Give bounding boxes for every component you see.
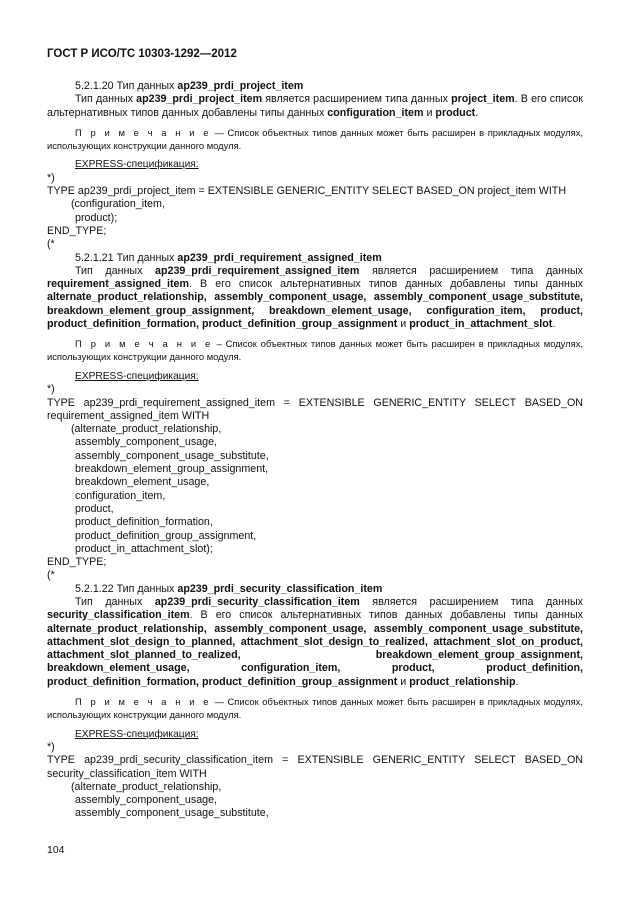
section-heading: 5.2.1.22 Тип данных ap239_prdi_security_classification_item	[75, 582, 383, 595]
code-line: assembly_component_usage,	[75, 794, 217, 807]
code-line: assembly_component_usage_substitute,	[75, 449, 269, 462]
code-line: (configuration_item,	[71, 198, 165, 211]
page-header: ГОСТ Р ИСО/ТС 10303-1292—2012	[47, 48, 237, 60]
note: П р и м е ч а н и е — Список объектных типов данных может быть расширен в прикладных модулях, использующих конструкции данного модуля.	[47, 696, 583, 720]
code-line: breakdown_element_group_assignment,	[75, 463, 269, 476]
code-line: assembly_component_usage,	[75, 436, 217, 449]
code-line: (*	[47, 238, 55, 251]
note: П р и м е ч а н и е — Список объектных типов данных может быть расширен в прикладных модулях, использующих конструкции данного модуля.	[47, 126, 583, 151]
page-content	[47, 80, 583, 821]
code-line: breakdown_element_usage,	[75, 476, 210, 489]
section-heading: 5.2.1.20 Тип данных ap239_prdi_project_item	[75, 80, 304, 92]
page-number: 104	[47, 844, 65, 856]
code-line: assembly_component_usage_substitute,	[75, 807, 269, 820]
express-spec-label: EXPRESS-спецификация:	[75, 370, 199, 382]
section-paragraph: Тип данных ap239_prdi_requirement_assigned_item является расширением типа данных requirement_assigned_item. В его список альтернативных типов данных добавлены типы данных alternate_product_relationship, assembly_component_usage, assembly_component_usage_substitute, breakdown_element_group_assignment, breakdown_element_usage, configuration_item, product, product_definition_formation, product_definition_group_assignment и product_in_attachment_slot.	[47, 264, 583, 331]
code-line: END_TYPE;	[47, 224, 107, 237]
code-line: product_in_attachment_slot);	[75, 542, 213, 555]
code-line: product_definition_group_assignment,	[75, 529, 257, 542]
section-paragraph: Тип данных ap239_prdi_project_item является расширением типа данных project_item. В его список альтернативных типов данных добавлены типы данных configuration_item и product.	[47, 93, 583, 119]
code-line: *)	[47, 740, 55, 753]
code-line: TYPE ap239_prdi_project_item = EXTENSIBLE GENERIC_ENTITY SELECT BASED_ON project_item WITH	[47, 185, 567, 198]
section-paragraph: Тип данных ap239_prdi_security_classification_item является расширением типа данных security_classification_item. В его список альтернативных типов данных добавлены типы данных alternate_product_relationship, assembly_component_usage, assembly_component_usage_substitute, attachment_slot_design_to_planned, attachment_slot_design_to_realized, attachment_slot_on_product, attachment_slot_planned_to_realized, breakdown_element_group_assignment, breakdown_element_usage, configuration_item, product, product_definition, product_definition_formation, product_definition_group_assignment и product_relationship.	[47, 595, 583, 688]
express-spec-label: EXPRESS-спецификация:	[75, 728, 199, 740]
section-heading: 5.2.1.21 Тип данных ap239_prdi_requirement_assigned_item	[75, 251, 382, 264]
code-line: product,	[75, 502, 114, 515]
code-line: product);	[75, 211, 118, 224]
code-line: (*	[47, 569, 55, 582]
note: П р и м е ч а н и е – Список объектных типов данных может быть расширен в прикладных модулях, использующих конструкции данного модуля.	[47, 338, 583, 363]
express-spec-label: EXPRESS-спецификация:	[75, 159, 199, 171]
code-line: TYPE ap239_prdi_requirement_assigned_item = EXTENSIBLE GENERIC_ENTITY SELECT BASED_ON requirement_assigned_item WITH	[47, 396, 583, 422]
code-line: (alternate_product_relationship,	[71, 423, 222, 436]
code-line: configuration_item,	[75, 489, 166, 502]
code-line: *)	[47, 383, 55, 396]
code-line: (alternate_product_relationship,	[71, 780, 222, 793]
code-line: END_TYPE;	[47, 556, 107, 569]
code-line: TYPE ap239_prdi_security_classification_item = EXTENSIBLE GENERIC_ENTITY SELECT BASED_ON security_classification_item WITH	[47, 754, 583, 780]
code-line: *)	[47, 171, 55, 184]
code-line: product_definition_formation,	[75, 516, 213, 529]
